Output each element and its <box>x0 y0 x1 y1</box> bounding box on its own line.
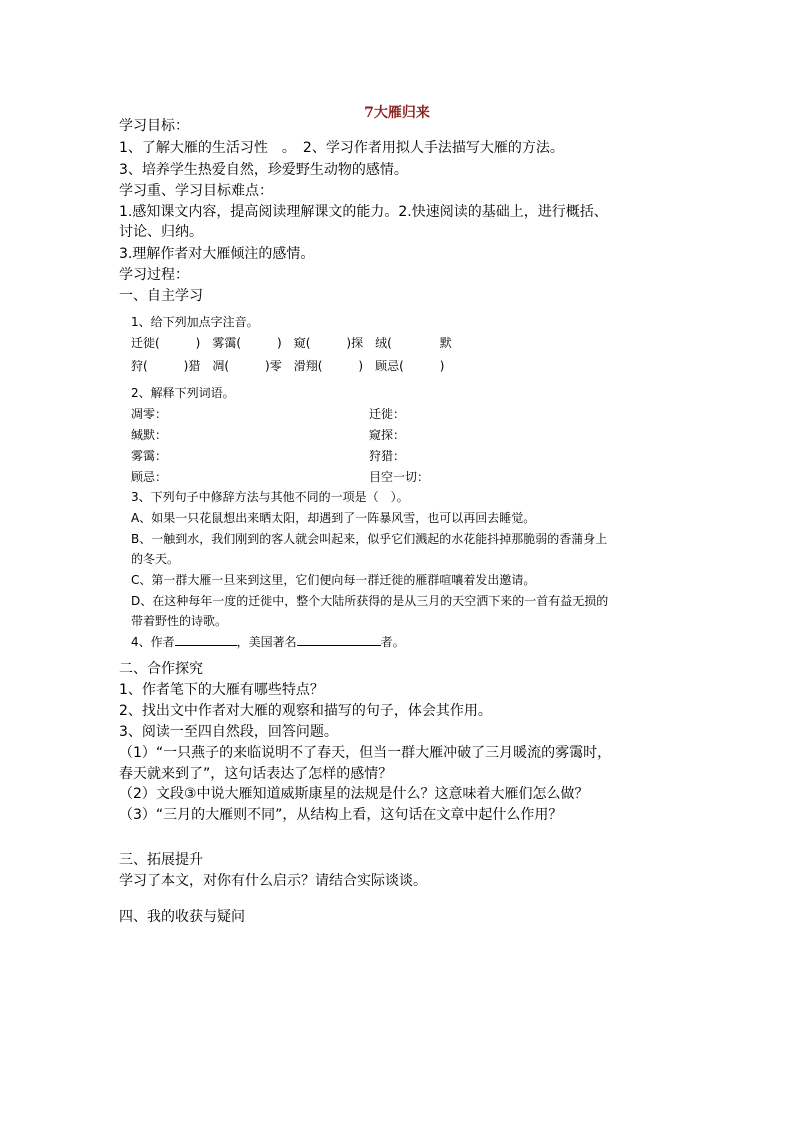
objective-1: 1、了解大雁的生活习性 。 2、学习作者用拟人手法描写大雁的方法。 <box>119 140 564 156</box>
key-heading: 学习重、学习目标难点： <box>119 183 273 199</box>
q3-option-b: B、一触到水，我们刚到的客人就会叫起来，似乎它们溅起的水花能抖掉那脆弱的香蒲身上 <box>131 532 608 546</box>
q3-option-d-cont: 带着野性的诗歌。 <box>131 614 228 628</box>
q2-title: 2、解释下列词语。 <box>131 386 235 400</box>
q4-line <box>131 633 405 651</box>
s2-question-3: 3、阅读一至四自然段，回答问题。 <box>119 724 338 740</box>
q2-term-left: 雾霭： <box>131 449 168 463</box>
section-4-heading: 四、我的收获与疑问 <box>119 909 245 925</box>
key-point-1a: 1.感知课文内容，提高阅读理解课文的能力。2.快速阅读的基础上，进行概括、 <box>119 204 608 220</box>
s2-question-1: 1、作者笔下的大雁有哪些特点？ <box>119 682 324 698</box>
q4-role-blank[interactable] <box>297 633 381 646</box>
section-2-heading: 二、合作探究 <box>119 661 203 677</box>
q1-title: 1、给下列加点字注音。 <box>131 315 259 329</box>
objective-2: 3、培养学生热爱自然，珍爱野生动物的感情。 <box>119 162 408 178</box>
q4-prefix: 4、作者 <box>131 635 175 649</box>
q3-option-d: D、在这种每年一度的迁徙中，整个大陆所获得的是从三月的天空洒下来的一首有益无损的 <box>131 594 609 608</box>
q4-suffix: 者。 <box>380 635 405 649</box>
q4-mid: ，美国著名 <box>236 635 297 649</box>
s2-q3-sub-1-cont: 春天就来到了”，这句话表达了怎样的感情？ <box>119 766 393 782</box>
q3-title: 3、下列句子中修辞方法与其他不同的一项是（ ）。 <box>131 490 409 504</box>
q2-term-right: 窥探： <box>369 428 406 442</box>
q3-option-a: A、如果一只花鼠想出来晒太阳，却遇到了一阵暴风雪，也可以再回去睡觉。 <box>131 511 536 525</box>
q1-row-2: 狩( )猎 凋( )零 滑翔( ) 顾忌( ) <box>131 359 445 373</box>
key-point-2: 3.理解作者对大雁倾注的感情。 <box>119 246 315 262</box>
process-heading: 学习过程： <box>119 267 189 283</box>
q1-row-1: 迁徙( ) 雾霭( ) 窥( )探 绒( 默 <box>131 336 452 350</box>
q2-term-left: 凋零： <box>131 407 168 421</box>
q2-term-right: 目空一切： <box>369 470 430 484</box>
s2-question-2: 2、找出文中作者对大雁的观察和描写的句子，体会其作用。 <box>119 703 492 719</box>
s2-q3-sub-3: （3）“三月的大雁则不同”，从结构上看，这句话在文章中起什么作用？ <box>119 807 563 823</box>
section-1-heading: 一、自主学习 <box>119 288 203 304</box>
q4-author-blank[interactable] <box>175 633 237 646</box>
s3-text: 学习了本文，对你有什么启示？请结合实际谈谈。 <box>119 873 427 889</box>
q2-term-right: 狩猎： <box>369 449 406 463</box>
s2-q3-sub-2: （2）文段③中说大雁知道威斯康星的法规是什么？这意味着大雁们怎么做？ <box>119 786 589 802</box>
objectives-heading: 学习目标： <box>119 118 189 134</box>
q2-term-left: 顾忌： <box>131 470 168 484</box>
document-title: 7大雁归来 <box>364 105 430 121</box>
q3-option-c: C、第一群大雁一旦来到这里，它们便向每一群迁徙的雁群喧嚷着发出邀请。 <box>131 573 536 587</box>
section-3-heading: 三、拓展提升 <box>119 852 203 868</box>
q2-term-left: 缄默： <box>131 428 168 442</box>
s2-q3-sub-1: （1）“一只燕子的来临说明不了春天，但当一群大雁冲破了三月暖流的雾霭时， <box>119 745 612 761</box>
q2-term-right: 迁徙： <box>369 407 406 421</box>
key-point-1b: 讨论、归纳。 <box>119 224 203 240</box>
q3-option-b-cont: 的冬天。 <box>131 552 180 566</box>
